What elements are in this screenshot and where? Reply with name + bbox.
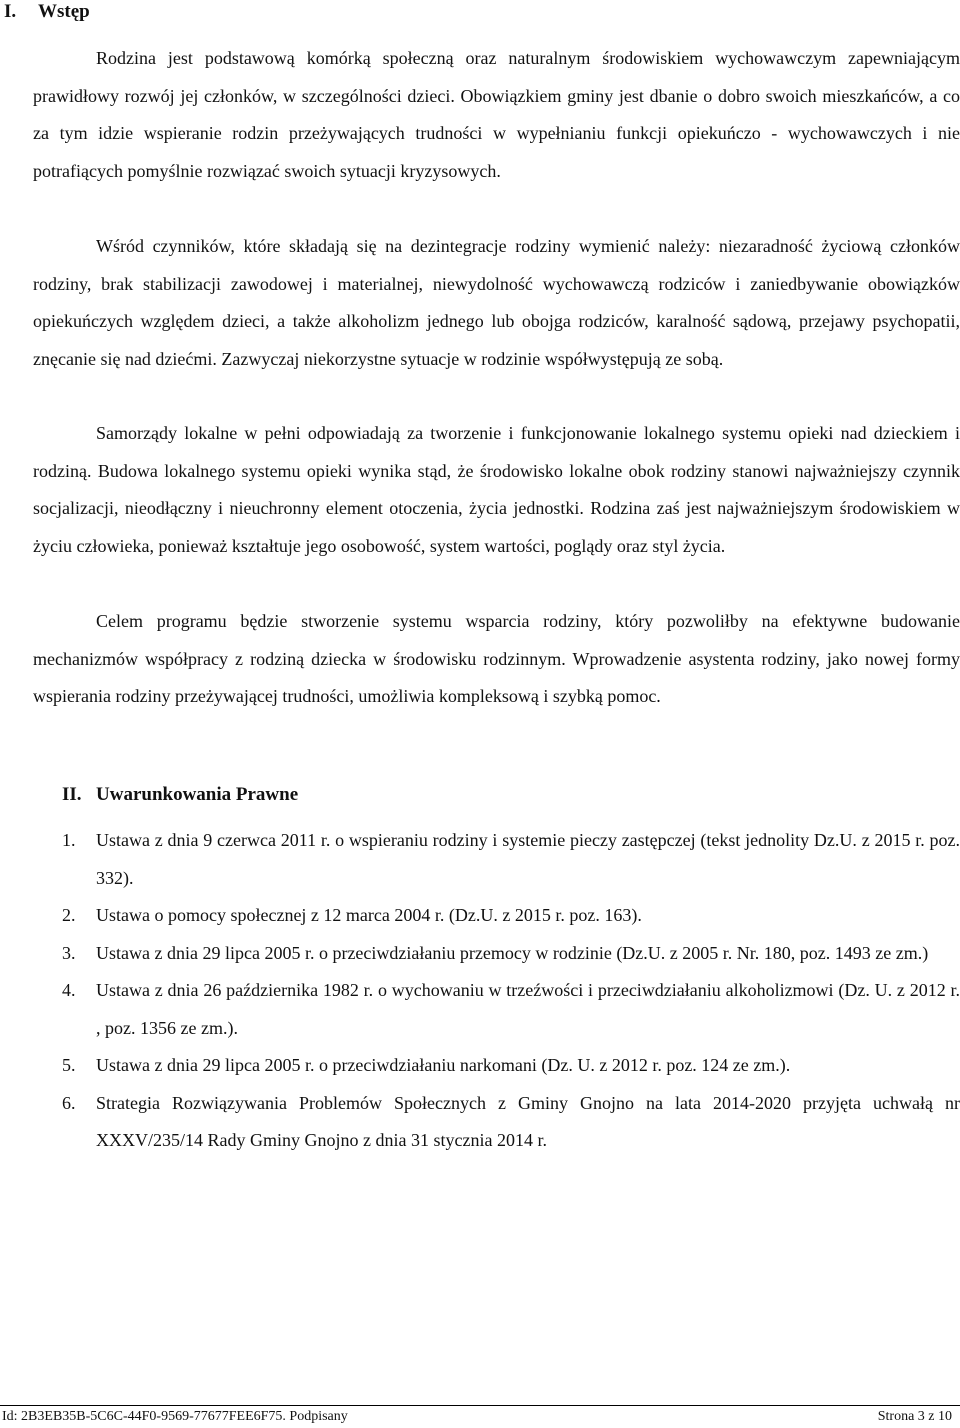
list-item-text: Ustawa z dnia 29 lipca 2005 r. o przeciwdziałaniu narkomani (Dz. U. z 2012 r. poz. 124 ze zm.). [96, 1055, 791, 1075]
list-item-number: 1. [62, 830, 76, 850]
list-item-text: Strategia Rozwiązywania Problemów Społecznych z Gminy Gnojno na lata 2014-2020 przyjęta uchwałą nr XXXV/235/14 Rady Gminy Gnojno z dnia 31 stycznia 2014 r. [96, 1092, 960, 1150]
list-item-text: Ustawa z dnia 9 czerwca 2011 r. o wspieraniu rodziny i systemie pieczy zastępczej (tekst jednolity Dz.U. z 2015 r. poz. 332). [96, 830, 960, 888]
list-item-text: Ustawa o pomocy społecznej z 12 marca 2004 r. (Dz.U. z 2015 r. poz. 163). [96, 905, 642, 925]
section-heading-1 [0, 0, 90, 24]
list-item-number: 4. [62, 980, 76, 1000]
paragraph: Wśród czynników, które składają się na dezintegracje rodziny wymienić należy: niezaradność życiową członków rodziny, brak stabilizacji zawodowej i materialnej, niewydolność wychowawczą rodziców i zaniedbywanie obowiązków opiekuńczych względem dzieci, a także alkoholizm jednego lub obojga rodziców, karalność sądową, przejawy psychopatii, znęcanie się nad dziećmi. Zazwyczaj niekorzystne sytuacje w rodzinie współwystępują ze sobą. [33, 236, 960, 369]
section-number: I. [4, 1, 17, 22]
list-item [62, 897, 960, 935]
legal-basis-list [62, 822, 960, 1160]
page-number: Strona 3 z 10 [877, 1409, 952, 1424]
list-item-number: 6. [62, 1092, 76, 1113]
list-item [62, 935, 960, 973]
section-number: II. [62, 784, 82, 805]
list-item [62, 1085, 960, 1160]
section-title: Wstęp [38, 1, 90, 22]
list-item-number: 3. [62, 942, 76, 963]
section-title: Uwarunkowania Prawne [96, 784, 299, 805]
paragraph: Rodzina jest podstawową komórką społeczną oraz naturalnym środowiskiem wychowawczym zapewniającym prawidłowy rozwój jej członków, w szczególności dzieci. Obowiązkiem gminy jest dbanie o dobro swoich mieszkańców, a co za tym idzie wspieranie rodzin przeżywających trudności w wypełnianiu funkcji opiekuńczo - wychowawczych i nie potrafiących pomyślnie rozwiązać swoich sytuacji kryzysowych. [33, 48, 960, 181]
list-item-number: 5. [62, 1055, 76, 1075]
footer-divider [0, 1405, 960, 1406]
list-item [62, 822, 960, 897]
list-item-text: Ustawa z dnia 29 lipca 2005 r. o przeciwdziałaniu przemocy w rodzinie (Dz.U. z 2005 r. Nr. 180, poz. 1493 ze zm.) [96, 942, 929, 963]
paragraph: Celem programu będzie stworzenie systemu wsparcia rodziny, który pozwoliłby na efektywne budowanie mechanizmów współpracy z rodziną dziecka w środowisku rodzinnym. Wprowadzenie asystenta rodziny, jako nowej formy wspierania rodziny przeżywającej trudności, umożliwia kompleksową i szybką pomoc. [33, 611, 960, 706]
list-item-text: Ustawa z dnia 26 października 1982 r. o wychowaniu w trzeźwości i przeciwdziałaniu alkoholizmowi (Dz. U. z 2012 r. , poz. 1356 ze zm.). [96, 980, 960, 1038]
list-item [62, 1047, 960, 1085]
list-item [62, 972, 960, 1047]
list-item-number: 2. [62, 905, 76, 925]
section-heading-2 [62, 783, 298, 807]
document-id: Id: 2B3EB35B-5C6C-44F0-9569-77677FEE6F75. Podpisany [2, 1409, 348, 1424]
paragraph: Samorządy lokalne w pełni odpowiadają za tworzenie i funkcjonowanie lokalnego systemu opieki nad dzieckiem i rodziną. Budowa lokalnego systemu opieki wynika stąd, że środowisko lokalne obok rodziny stanowi najważniejszy czynnik socjalizacji, nieodłączny i nieuchronny element otoczenia, życia jednostki. Rodzina zaś jest najważniejszym środowiskiem w życiu człowieka, ponieważ kształtuje jego osobowość, system wartości, poglądy oraz styl życia. [33, 423, 960, 556]
